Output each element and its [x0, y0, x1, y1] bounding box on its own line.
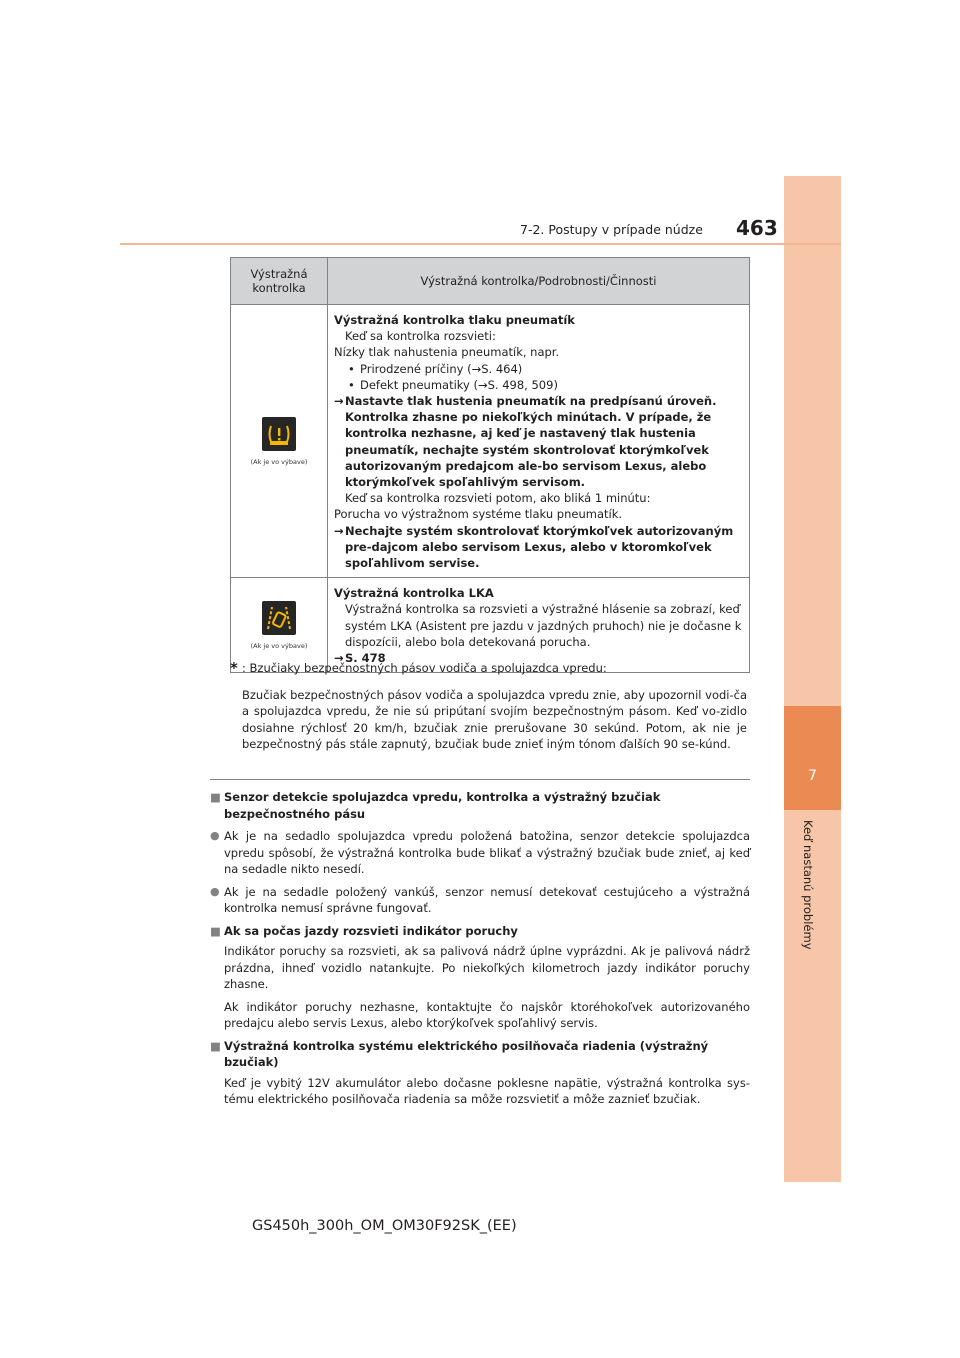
lka-warning-icon: [262, 601, 296, 635]
row-title: Výstražná kontrolka LKA: [334, 586, 494, 601]
page-number: 463: [736, 216, 778, 240]
document-id: GS450h_300h_OM_OM30F92SK_(EE): [252, 1218, 517, 1234]
table-row: [231, 305, 750, 578]
bullet-text: Defekt pneumatiky (→S. 498, 509): [360, 377, 558, 392]
bullet-item: • Defekt pneumatiky (→S. 498, 509): [348, 377, 558, 392]
list-text: Ak je na sedadlo spolujazdca vpredu položená batožina, senzor detekcie spolujazdca vpredu spôsobí, že výstražná kontrolka bude blikať a výstražný bzučiak bude znieť, aj keď na sedadle nikto nesedí.: [224, 829, 750, 876]
tire-pressure-warning-icon: [262, 417, 296, 451]
action-text: Nastavte tlak hustenia pneumatík na predpísanú úroveň. Kontrolka zhasne po niekoľkých minútach. V prípade, že kontrolka nezhasne, aj keď je nastavený tlak hustenia pneumatík, nechajte systém skontrolovať ktorýmkoľvek autorizovaným predajcom ale-bo servisom Lexus, alebo ktorýmkoľvek spoľahlivým servisom.: [345, 394, 717, 490]
circle-bullet-icon: ●: [210, 829, 220, 842]
list-item: [210, 828, 750, 878]
action-text: Nechajte systém skontrolovať ktorýmkoľvek autorizovaným pre-dajcom alebo servisom Lexus, alebo v ktoromkoľvek spoľahlivom servise.: [345, 523, 734, 571]
text-line: Nízky tlak nahustenia pneumatík, napr.: [334, 345, 560, 360]
section-heading: [210, 789, 750, 822]
section-heading: [210, 1038, 750, 1071]
footnote-marker: *: [230, 659, 238, 677]
chapter-tab-top: [784, 176, 841, 706]
header-rule: [120, 243, 841, 245]
arrow-right-icon: →: [334, 651, 344, 666]
text-line: Keď sa kontrolka rozsvieti:: [345, 329, 496, 344]
col-header-light: Výstražná kontrolka: [231, 258, 328, 305]
footnote: [230, 660, 747, 753]
list-text: Ak je na sedadle položený vankúš, senzor nemusí detekovať cestujúceho a výstražná kontrolka nemusí správne fungovať.: [224, 884, 750, 915]
warning-light-table: [230, 257, 750, 673]
chapter-title: Keď nastanú problémy: [801, 820, 815, 950]
icon-cell: [231, 305, 328, 578]
text-line: Porucha vo výstražnom systéme tlaku pneumatík.: [334, 507, 623, 522]
icon-caption: (Ak je vo výbave): [250, 457, 308, 466]
action-item: [334, 393, 743, 490]
text-line: Keď sa kontrolka rozsvieti potom, ako bliká 1 minútu:: [345, 491, 651, 506]
heading-text: Ak sa počas jazdy rozsvieti indikátor poruchy: [224, 923, 518, 938]
footnote-title: : Bzučiaky bezpečnostných pásov vodiča a spolujazdca vpredu:: [242, 661, 607, 675]
bullet-text: Prirodzené príčiny (→S. 464): [360, 361, 523, 376]
footnote-title-line: [230, 660, 747, 677]
footnote-text: Bzučiak bezpečnostných pásov vodiča a spolujazdca vpredu znie, aby upozornil vodi-ča a spolujazdca vpredu, že nie sú pripútaní svojím bezpečnostným pásom. Keď vo-zidlo dosiahne rýchlosť 20 km/h, bzučiak znie prerušovane 30 sekúnd. Potom, ak nie je bezpečnostný pás stále zapnutý, bzučiak bude znieť iným tónom ďalších 90 se-kúnd.: [242, 687, 747, 751]
section-divider: [210, 779, 750, 780]
section-heading: [210, 923, 750, 940]
table-header-row: [231, 258, 750, 305]
bullet-item: • Prirodzené príčiny (→S. 464): [348, 361, 523, 376]
details-cell: [328, 578, 750, 673]
col-header-details: Výstražná kontrolka/Podrobnosti/Činnosti: [328, 258, 750, 305]
text-line: Výstražná kontrolka sa rozsvieti a výstražné hlásenie sa zobrazí, keď systém LKA (Asistent pre jazdu v jazdných pruhoch) nie je dočasne k dispozícii, alebo bola detekovaná porucha.: [345, 602, 742, 649]
square-bullet-icon: ■: [210, 790, 221, 804]
paragraph: Indikátor poruchy sa rozsvieti, ak sa palivová nádrž úplne vyprázdni. Ak je palivová nádrž prázdna, ihneď vozidlo natankujte. Po niekoľkých kilometroch jazdy indikátor poruchy zhasne.: [224, 944, 750, 991]
paragraph: Keď je vybitý 12V akumulátor alebo dočasne poklesne napätie, výstražná kontrolka sys-tému elektrického posilňovača riadenia sa môže rozsvietiť a môže zaznieť bzučiak.: [224, 1075, 750, 1106]
notes-body: [210, 789, 750, 1108]
paragraph: Ak indikátor poruchy nezhasne, kontaktujte čo najskôr ktoréhokoľvek autorizovaného predajcu alebo servis Lexus, alebo ktorýkoľvek spoľahlivý servis.: [224, 999, 750, 1030]
icon-cell: [231, 578, 328, 673]
row-title: Výstražná kontrolka tlaku pneumatík: [334, 313, 575, 327]
list-item: [210, 884, 750, 917]
table-row: [231, 578, 750, 673]
circle-bullet-icon: ●: [210, 884, 220, 898]
section-header-title: 7-2. Postupy v prípade núdze: [520, 222, 703, 237]
action-text: S. 478: [345, 651, 386, 666]
chapter-number: 7: [808, 768, 817, 784]
action-item: [334, 523, 743, 572]
details-cell: [328, 305, 750, 578]
chapter-title-vertical: [801, 820, 827, 970]
chapter-number-tab: [784, 706, 841, 810]
square-bullet-icon: ■: [210, 1038, 221, 1053]
heading-text: Senzor detekcie spolujazdca vpredu, kontrolka a výstražný bzučiak bezpečnostného pásu: [224, 790, 661, 821]
square-bullet-icon: ■: [210, 923, 221, 938]
arrow-right-icon: →: [334, 394, 344, 409]
icon-caption: (Ak je vo výbave): [250, 641, 308, 650]
arrow-right-icon: →: [334, 523, 344, 538]
heading-text: Výstražná kontrolka systému elektrického posilňovača riadenia (výstražný bzučiak): [224, 1038, 709, 1069]
